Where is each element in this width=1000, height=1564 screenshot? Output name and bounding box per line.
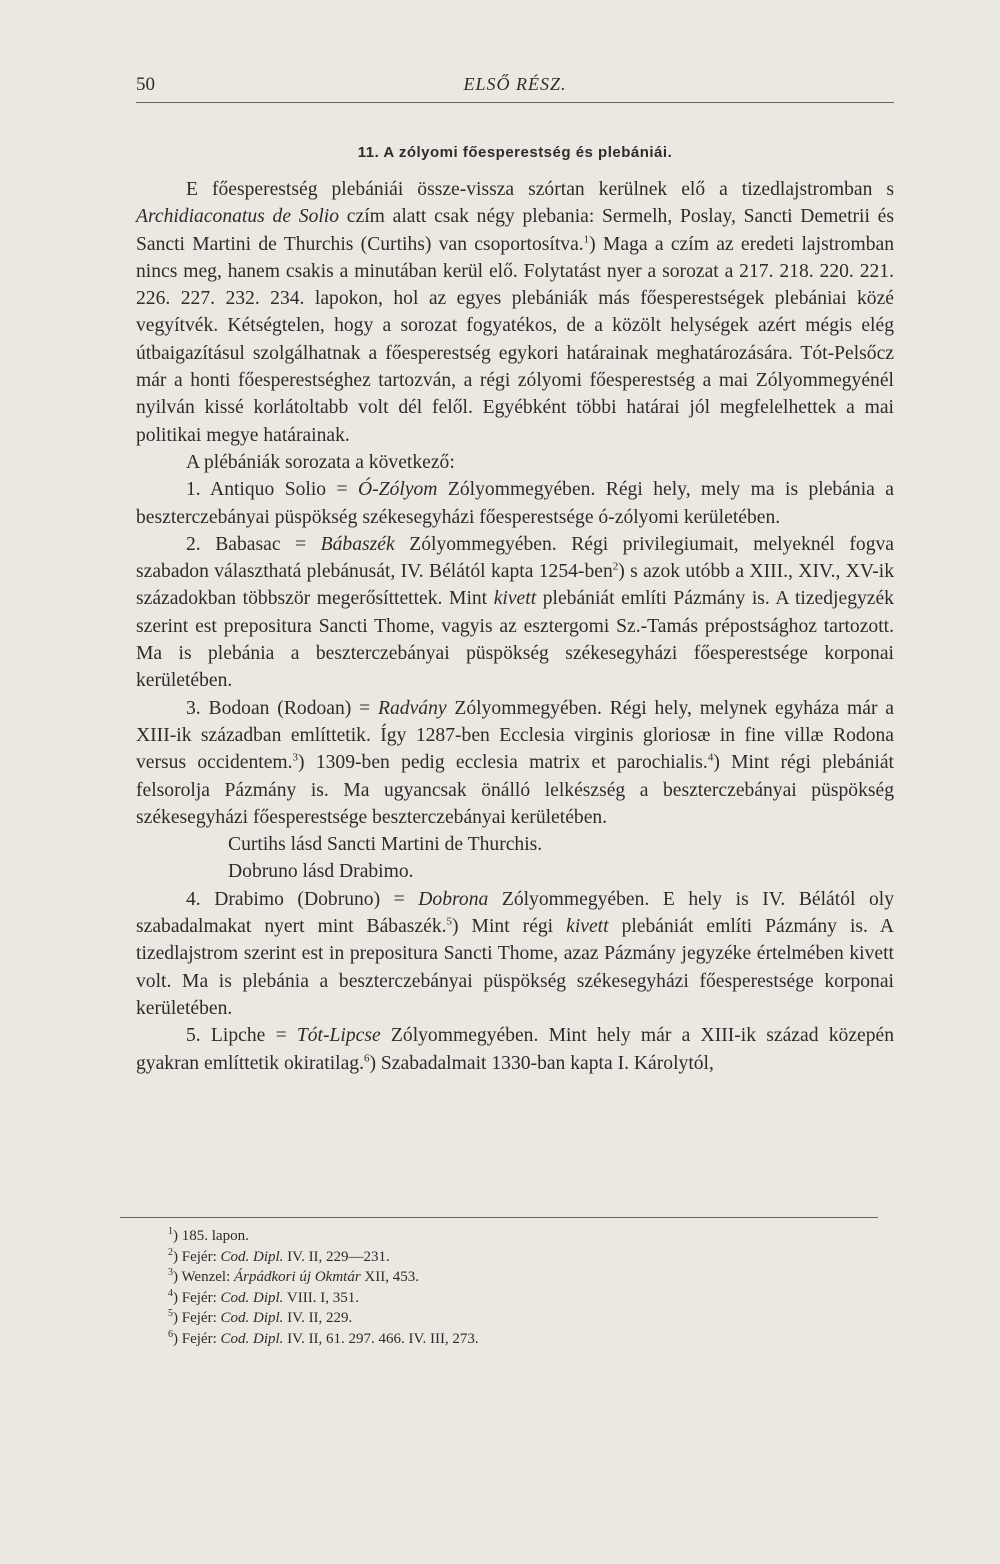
italic-run: Cod. Dipl. <box>220 1289 284 1306</box>
text-run: ) Maga a czím az eredeti lajstromban nincs meg, hanem csakis a minutában kerül elő. Folytatást nyer a sorozat a 217. 218. 220. 221. 226. 227. 232. 234. lapokon, hol az egyes plebániák más főesperestségek plebániai közé vegyítvék. Kétségtelen, hogy a sorozat fogyatékos, de a közölt helységek azért mégis elég útbaigazításul szolgálhatnak a főesperestség egykori határainak meghatározására. Tót-Pelsőcz már a honti főesperestséghez tartozván, a régi zólyomi főesperestség a mai Zólyommegyénél nyilván kissé korlátoltabb volt dél felől. Egyébként többi határai jól megfelelhettek a mai politikai megye határainak. <box>136 233 894 446</box>
footnote-number: 1 <box>168 1226 173 1237</box>
footnote-ref: 6 <box>363 1051 370 1064</box>
section-title: 11. A zólyomi főesperestség és plebániái. <box>357 144 673 161</box>
text-run: 4. Drabimo (Dobruno) = <box>186 888 419 910</box>
text-run: plebániát említi Pázmány is. A tizedlajstrom szerint est in prepositura Sancti Thome, azaz Pázmány jegyzéke értelmében kivett volt. Ma is plebánia a beszterczebányai püspökség székesegyházi főesperestsége korponai kerületében. <box>136 916 894 1019</box>
text-run: ) Fejér: <box>173 1289 221 1306</box>
italic-run: Ó-Zólyom <box>358 479 438 501</box>
text-run: 3. Bodoan (Rodoan) = <box>186 697 379 719</box>
footnote <box>168 1329 868 1350</box>
footnote-ref: 1 <box>583 233 590 246</box>
list-intro: A plébániák sorozata a következő: <box>186 451 455 473</box>
footnote-ref: 2 <box>612 560 619 573</box>
footnote <box>168 1267 868 1288</box>
text-run: ) Szabadalmait 1330-ban kapta I. Károlytól, <box>369 1052 714 1074</box>
italic-run: Dobrona <box>418 888 489 910</box>
entry-5 <box>136 1022 894 1077</box>
italic-run: kivett <box>493 588 537 610</box>
text-run: czím alatt csak négy plebania: Sermelh, Poslay, Sancti Demetrii és Sancti Martini de Thurchis (Curtihs) van csoportosítva. <box>136 206 895 255</box>
italic-run: Árpádkori új Okmtár <box>234 1269 361 1285</box>
italic-run: Cod. Dipl. <box>220 1248 284 1265</box>
entry-4 <box>136 886 894 1022</box>
text-run: ) s azok utóbb a XIII., XIV., XV-ik századokban többször megerősíttettek. Mint <box>136 561 894 610</box>
intro-paragraph <box>136 176 894 449</box>
text-run: XII, 453. <box>360 1269 419 1285</box>
footnotes <box>168 1226 868 1349</box>
text-run: ) Mint régi <box>452 916 567 938</box>
page-header <box>136 70 894 110</box>
body-text <box>136 176 894 1077</box>
text-run: VIII. I, 351. <box>283 1289 359 1306</box>
footnote-number: 2 <box>168 1246 173 1258</box>
footnote-ref: 5 <box>446 915 453 928</box>
footnote-number: 5 <box>168 1308 173 1319</box>
text-run: ) Fejér: <box>173 1248 221 1265</box>
text-run: ) Fejér: <box>173 1330 221 1347</box>
text-run: IV. II, 229. <box>283 1310 353 1326</box>
text-run: Zólyommegyében. Régi hely, mely ma is plebánia a beszterczebányai püspökség székesegyházi főesperestsége ó-zólyomi kerületében. <box>136 479 894 528</box>
text-run: 5. Lipche = <box>186 1025 297 1047</box>
footnote-number: 3 <box>168 1267 173 1278</box>
italic-run: Radvány <box>378 697 447 719</box>
footnote <box>168 1226 868 1247</box>
italic-run: kivett <box>566 916 609 938</box>
header-rule <box>136 102 894 103</box>
footnote <box>168 1247 868 1268</box>
text-run: ) 185. lapon. <box>173 1228 249 1244</box>
footnote-ref: 3 <box>292 751 299 764</box>
text-run: Zólyommegyében. Mint hely már a XIII-ik század közepén gyakran említtetik okiratilag. <box>136 1025 895 1074</box>
entry-2 <box>136 531 894 695</box>
text-run: IV. II, 229—231. <box>283 1248 390 1265</box>
cross-reference: Dobruno lásd Drabimo. <box>228 861 414 883</box>
text-run: plebániát említi Pázmány is. A tizedjegyzék szerint est prepositura Sancti Thome, vagyis az esztergomi Sz.-Tamás prépostsághoz tartozott. Ma is plebánia a beszterczebányai püspökség székesegyházi főesperestsége korponai kerületében. <box>136 588 894 692</box>
entry-3 <box>136 695 894 831</box>
text-run: IV. II, 61. 297. 466. IV. III, 273. <box>283 1330 479 1347</box>
italic-run: Bábaszék <box>320 533 395 555</box>
italic-run: Archidiaconatus de Solio <box>136 206 340 228</box>
text-run: Zólyommegyében. Régi privilegiumait, melyeknél fogva szabadon választhatá plebánusát, IV. Bélától kapta 1254-ben <box>136 533 895 583</box>
text-run: Zólyommegyében. Régi hely, melynek egyháza már a XIII-ik században említtetik. Így 1287-ben Ecclesia virginis gloriosæ in fine villæ Rodona versus occidentem. <box>136 697 895 774</box>
italic-run: Tót-Lipcse <box>296 1025 381 1047</box>
footnote <box>168 1308 868 1329</box>
text-run: ) Fejér: <box>173 1310 221 1326</box>
text-run: ) Mint régi plebániát felsorolja Pázmány is. Ma ugyancsak önálló lelkészség a beszterczebányai püspökség székesegyházi főesperestsége beszterczebányai kerületében. <box>136 752 895 828</box>
italic-run: Cod. Dipl. <box>220 1310 284 1326</box>
text-run: Zólyommegyében. E hely is IV. Bélától oly szabadalmakat nyert mint Bábaszék. <box>136 888 894 938</box>
footnote-number: 6 <box>168 1328 173 1340</box>
footnote <box>168 1288 868 1309</box>
entry-1 <box>136 476 894 531</box>
cross-reference: Curtihs lásd Sancti Martini de Thurchis. <box>228 834 543 856</box>
text-run: E főesperestség plebániái össze-vissza szórtan kerülnek elő a tizedlajstromban s <box>186 179 894 200</box>
running-head: ELSŐ RÉSZ. <box>463 74 567 94</box>
text-run: 2. Babasac = <box>186 533 321 555</box>
text-run: 1. Antiquo Solio = <box>186 479 358 501</box>
footnote-rule <box>120 1217 878 1218</box>
page-number: 50 <box>136 74 155 95</box>
text-run: ) 1309-ben pedig ecclesia matrix et parochialis. <box>298 752 708 774</box>
footnote-ref: 4 <box>707 751 714 764</box>
text-run: ) Wenzel: <box>173 1269 234 1285</box>
italic-run: Cod. Dipl. <box>220 1330 284 1347</box>
footnote-number: 4 <box>168 1287 173 1299</box>
